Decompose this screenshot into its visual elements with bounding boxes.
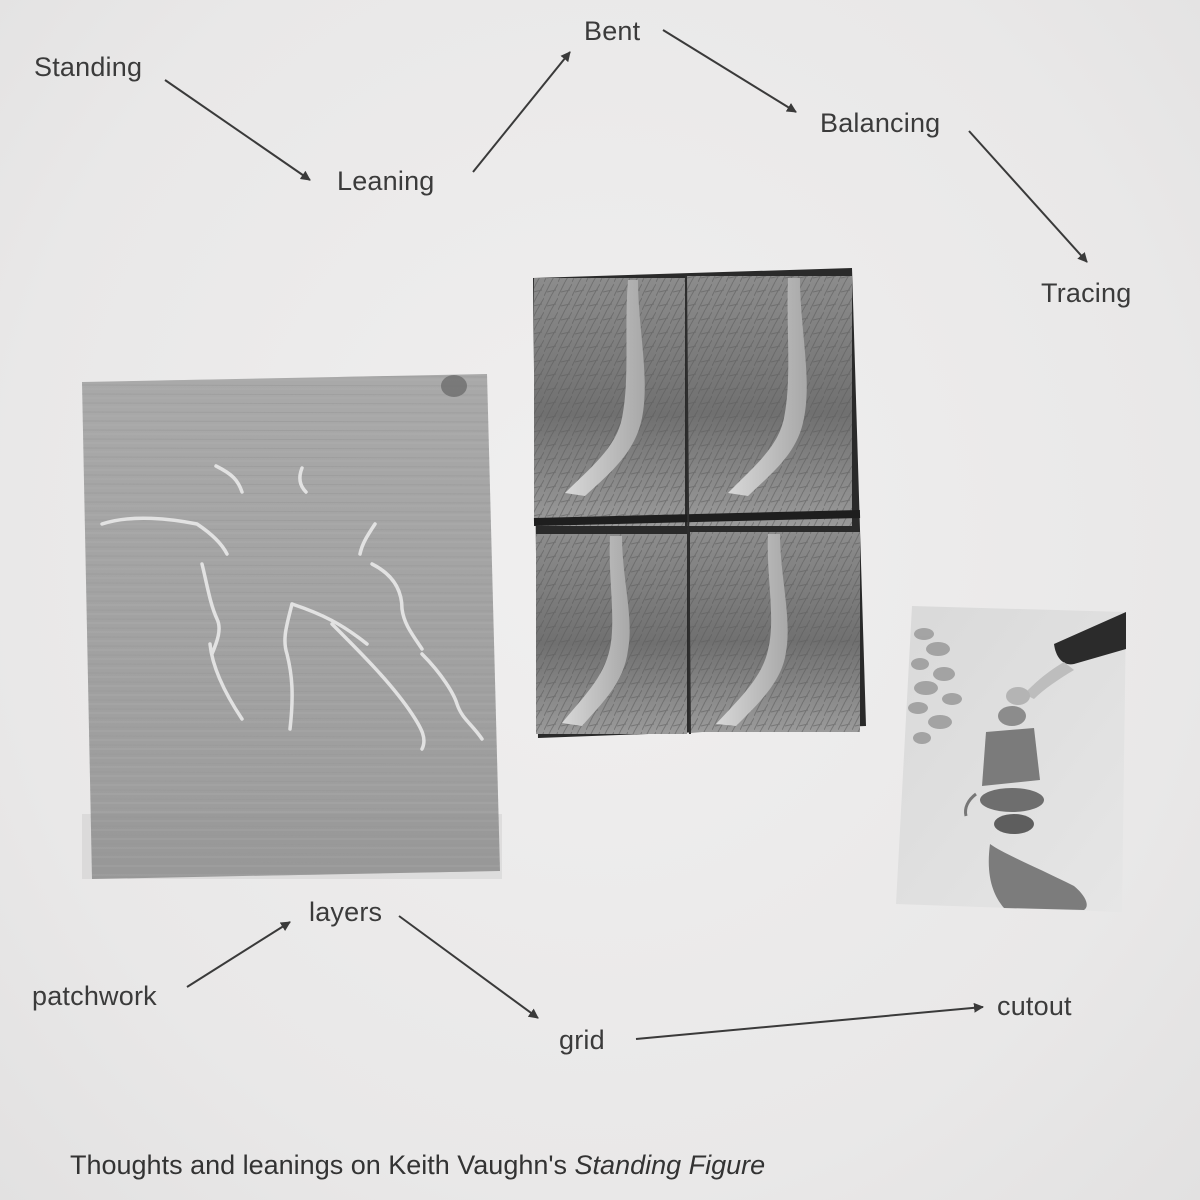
tree-panel-4 <box>690 532 860 732</box>
page-caption <box>70 1152 765 1179</box>
balancing-stones-photo <box>894 604 1128 914</box>
arrow-bent-balancing <box>663 30 796 112</box>
word-grid: grid <box>559 1025 605 1055</box>
tree-panel-2 <box>687 276 852 526</box>
word-layers: layers <box>309 897 383 927</box>
figure-tracing-photo <box>82 374 502 879</box>
word-tracing: Tracing <box>1041 278 1132 308</box>
tree-panel-3 <box>536 534 687 734</box>
arrow-leaning-bent <box>473 52 570 172</box>
word-bent: Bent <box>584 16 641 46</box>
arrow-grid-cutout <box>636 1007 983 1039</box>
tree-panel-1 <box>534 278 685 526</box>
arrow-balancing-tracing <box>969 131 1087 262</box>
caption-artwork-title: Standing Figure <box>574 1150 766 1180</box>
word-standing: Standing <box>34 52 143 82</box>
bent-tree-grid-photo <box>530 268 866 738</box>
word-balancing: Balancing <box>820 108 941 138</box>
arrow-standing-leaning <box>165 80 310 180</box>
arrow-patchwork-layers <box>187 922 290 987</box>
caption-prefix: Thoughts and leanings on Keith Vaughn's <box>70 1150 568 1180</box>
word-leaning: Leaning <box>337 166 435 196</box>
word-cutout: cutout <box>997 991 1072 1021</box>
word-patchwork: patchwork <box>32 981 157 1011</box>
arrow-layers-grid <box>399 916 538 1018</box>
